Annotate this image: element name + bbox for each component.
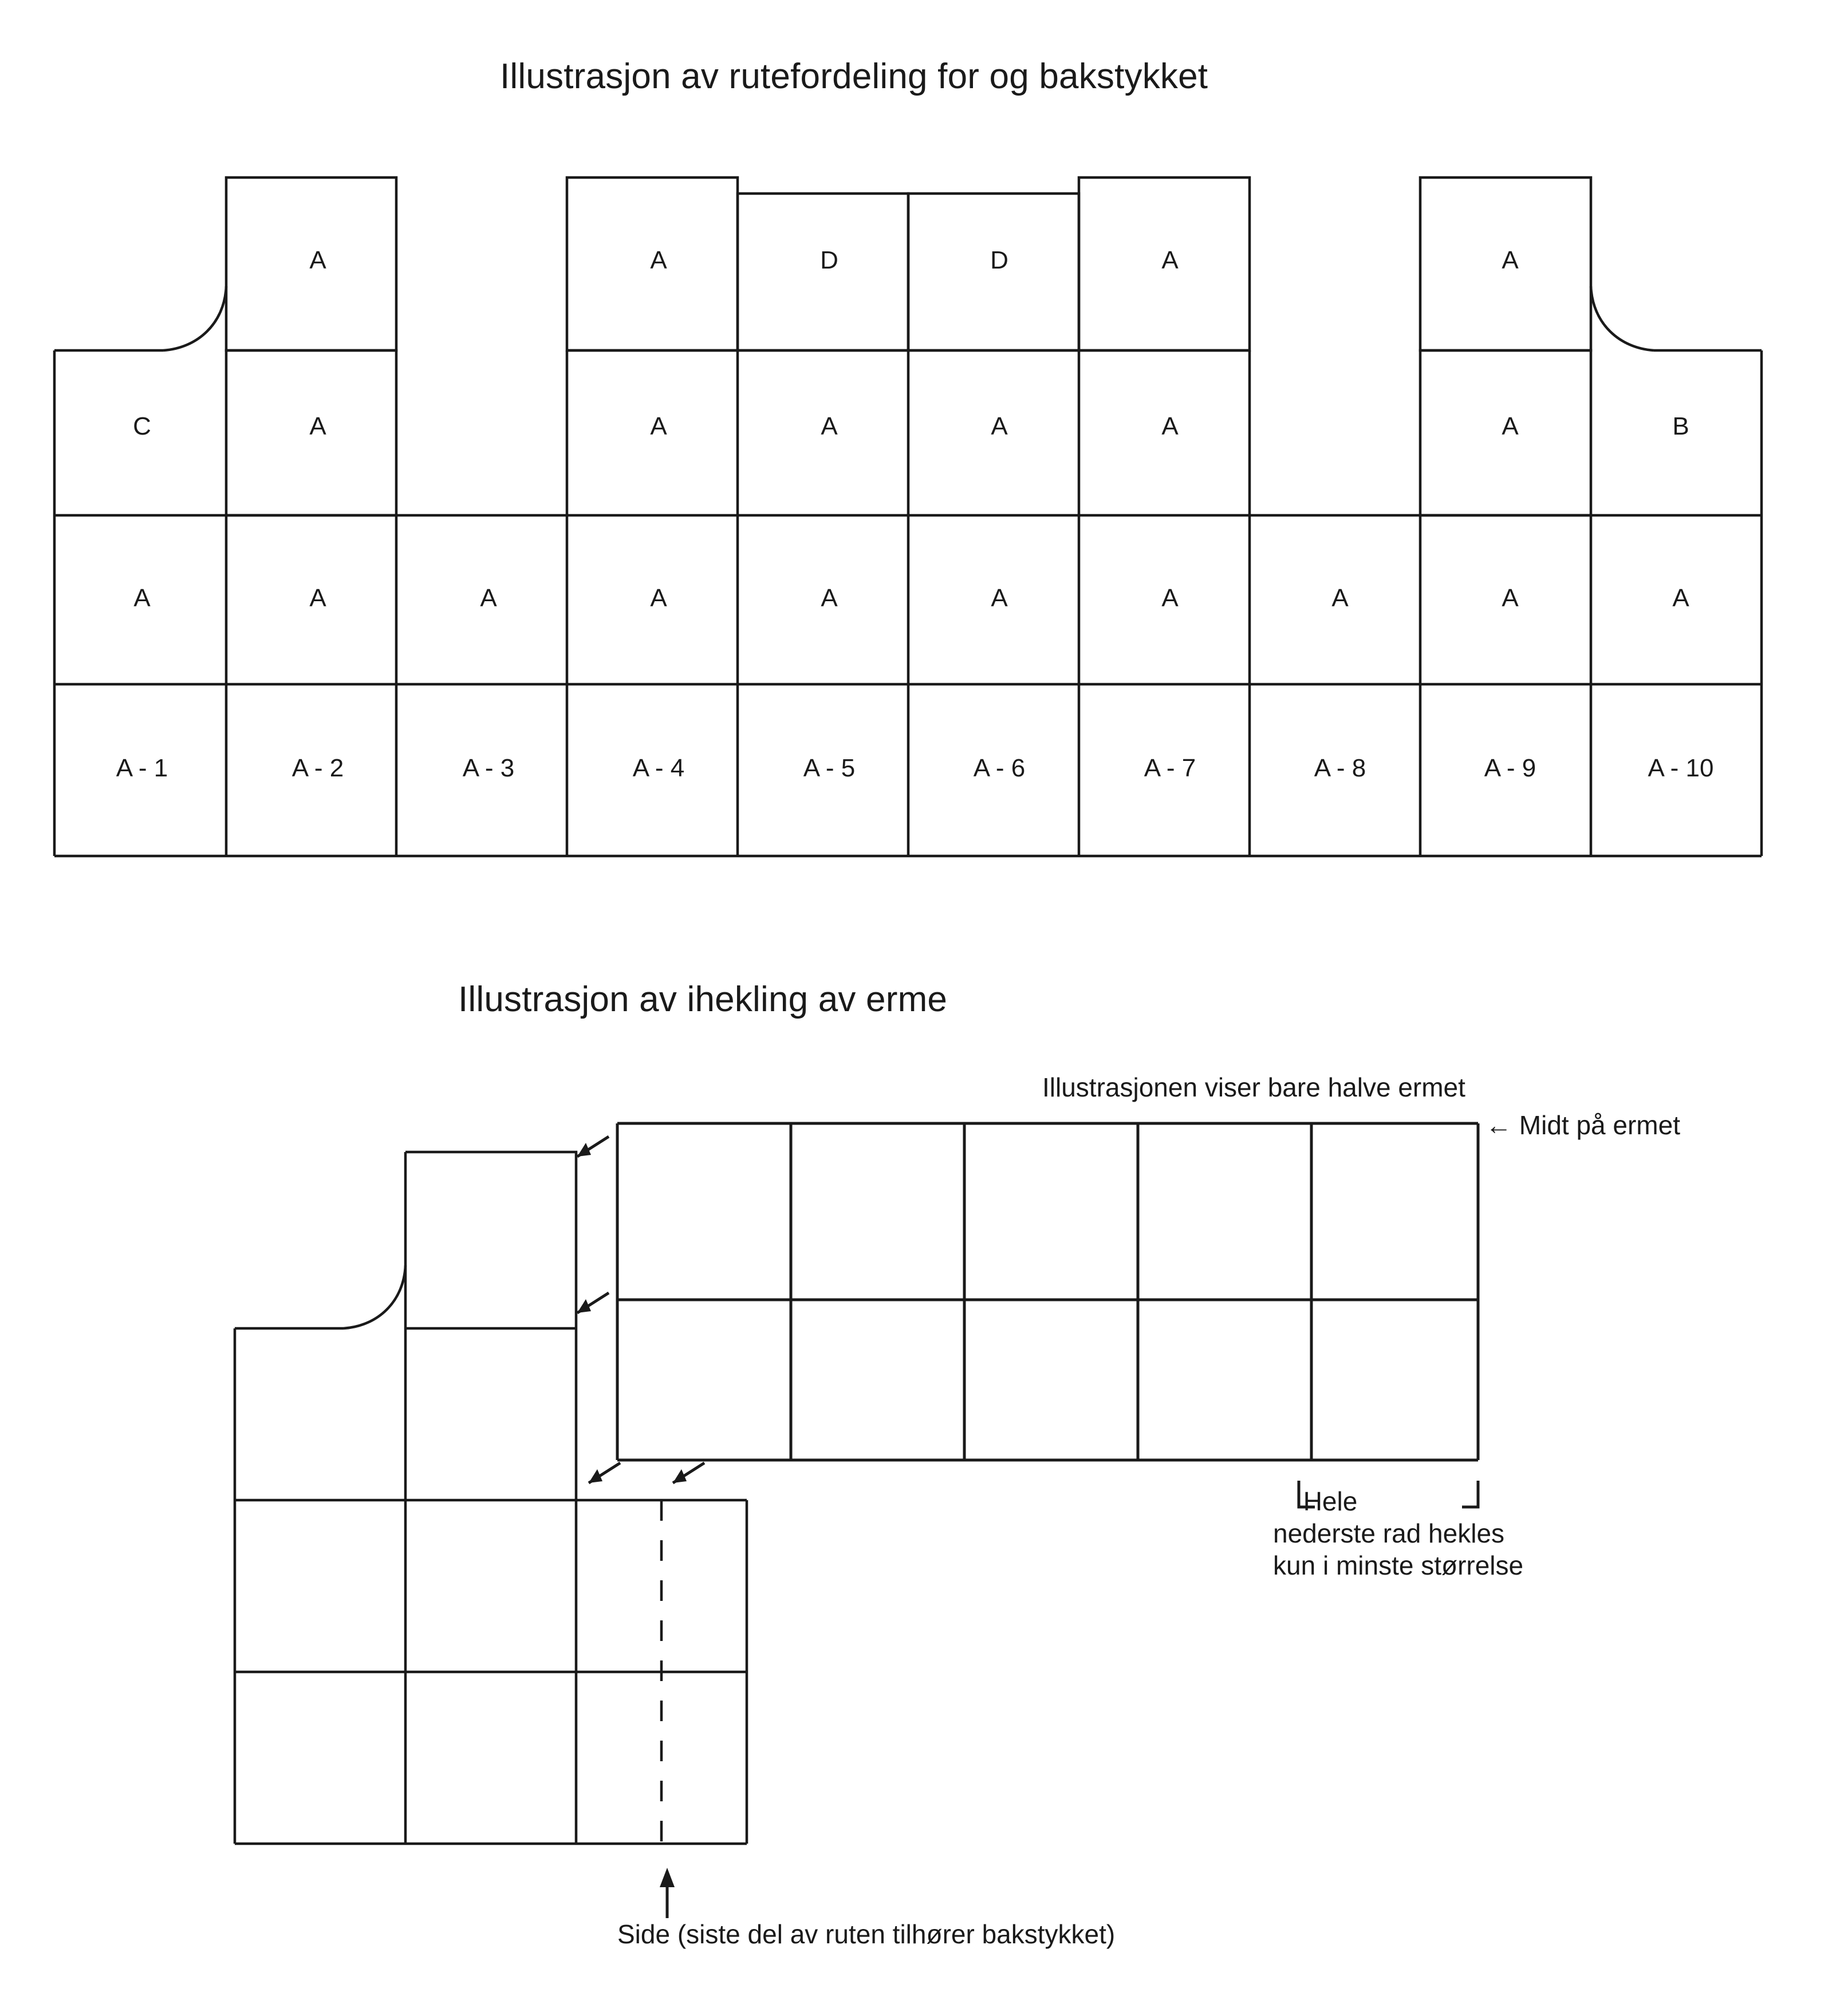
cell-label-r3c5: A: [821, 584, 838, 612]
cell-label-r1c7: A: [1161, 246, 1179, 274]
cell-label-r4c10: A - 10: [1648, 754, 1714, 782]
cell-label-r1c5: D: [820, 246, 838, 274]
shoulder-curve-stair: [344, 1265, 405, 1328]
cell-label-r4c8: A - 8: [1314, 754, 1366, 782]
cell-label-r3c2: A: [309, 584, 326, 612]
note-side: Side (siste del av ruten tilhører bakstykket): [617, 1919, 1116, 1949]
bottom-row-bracket: [1299, 1481, 1478, 1507]
cell-label-r2c9: A: [1502, 412, 1519, 440]
top-chart-row3: [54, 515, 1762, 684]
cell-label-r3c3: A: [480, 584, 497, 612]
cell-label-r2c2: A: [309, 412, 326, 440]
note-bottom-row-line3: kun i minste størrelse: [1273, 1551, 1524, 1581]
cell-label-r4c1: A - 1: [116, 754, 168, 782]
note-bottom-row-line2: nederste rad hekles: [1273, 1518, 1505, 1549]
shoulder-curve-left: [163, 286, 226, 350]
stair-shape: [235, 1152, 747, 1844]
cell-label-r1c6: D: [990, 246, 1008, 274]
cell-label-r3c7: A: [1161, 584, 1179, 612]
cell-label-r4c6: A - 6: [973, 754, 1026, 782]
cell-label-r3c4: A: [650, 584, 667, 612]
cell-label-r4c5: A - 5: [803, 754, 856, 782]
note-half-sleeve: Illustrasjonen viser bare halve ermet: [1042, 1072, 1465, 1102]
top-chart-row4: [54, 684, 1762, 856]
cell-label-r3c1: A: [133, 584, 151, 612]
top-chart-row1: [226, 177, 1591, 350]
cell-label-r4c3: A - 3: [462, 754, 515, 782]
shoulder-curve-right: [1591, 286, 1654, 350]
cell-label-r4c7: A - 7: [1144, 754, 1196, 782]
sleeve-grid: [617, 1123, 1478, 1460]
page-title-front-back: Illustrasjon av rutefordeling for og bakstykket: [500, 57, 1208, 96]
cell-label-r2c6: A: [991, 412, 1008, 440]
cell-label-r3c9: A: [1502, 584, 1519, 612]
cell-label-r2c10: B: [1672, 412, 1689, 440]
cell-label-r1c9: A: [1502, 246, 1519, 274]
page-title-sleeve: Illustrasjon av ihekling av erme: [458, 980, 948, 1019]
note-bottom-row-line1: Hele: [1303, 1486, 1358, 1516]
side-label-arrow: [660, 1868, 675, 1918]
cell-label-r4c9: A - 9: [1484, 754, 1536, 782]
cell-label-r4c2: A - 2: [291, 754, 344, 782]
cell-label-r2c5: A: [821, 412, 838, 440]
cell-label-r3c6: A: [991, 584, 1008, 612]
cell-label-r4c4: A - 4: [632, 754, 685, 782]
cell-label-r2c1: C: [133, 412, 151, 440]
cell-label-r2c4: A: [650, 412, 667, 440]
cell-label-r3c8: A: [1331, 584, 1349, 612]
cell-label-r1c4: A: [650, 246, 667, 274]
cell-label-r2c7: A: [1161, 412, 1179, 440]
join-arrows: [577, 1137, 704, 1483]
note-mid-sleeve: ← Midt på ermet: [1486, 1110, 1680, 1140]
cell-label-r1c2: A: [309, 246, 326, 274]
cell-label-r3c10: A: [1672, 584, 1689, 612]
